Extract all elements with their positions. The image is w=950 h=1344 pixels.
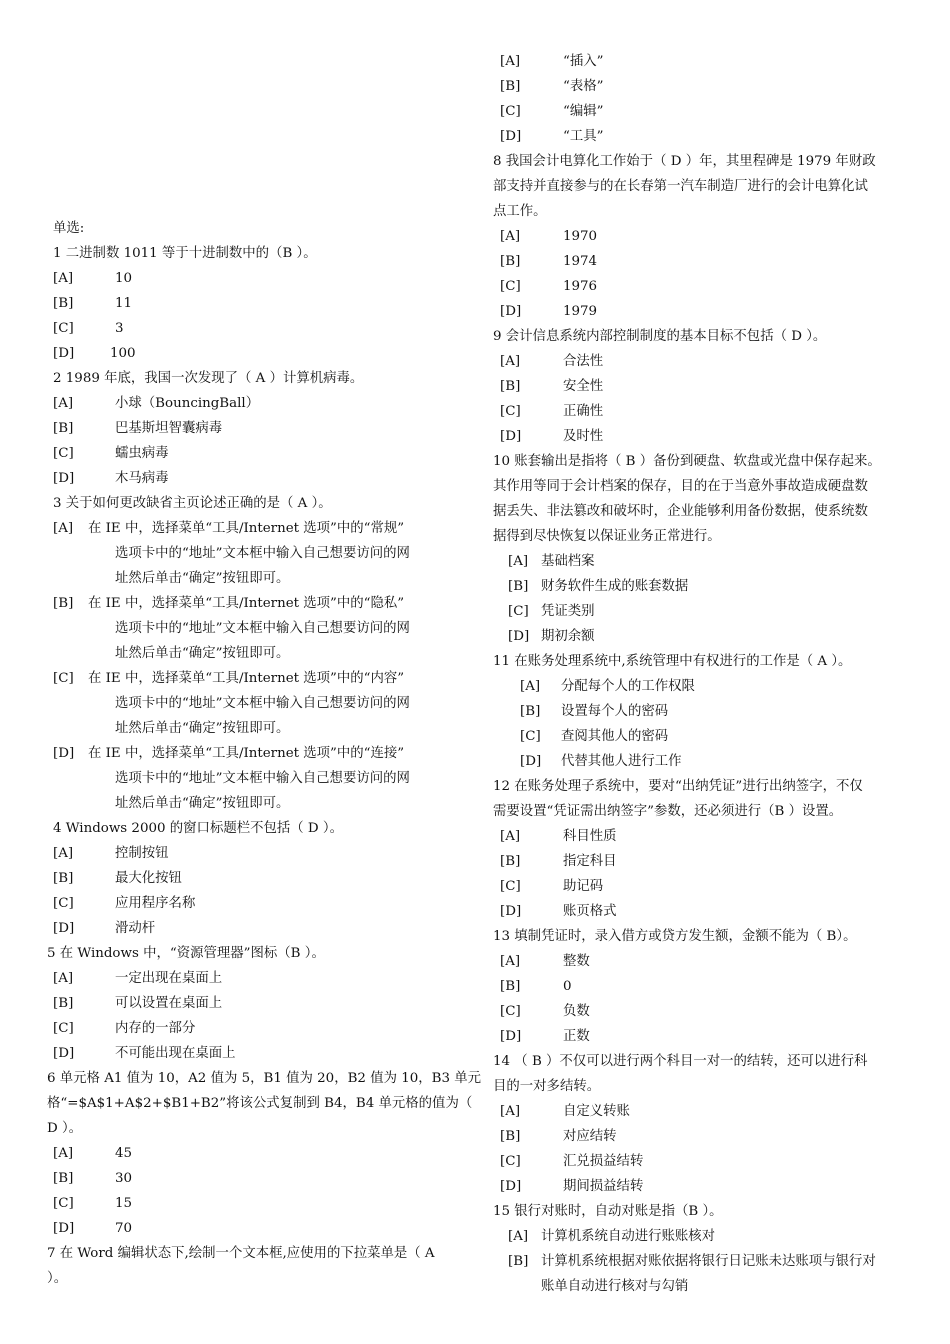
option-text: 分配每个人的工作权限	[561, 679, 695, 694]
question-text: 14 （ B ）不仅可以进行两个科目一对一的结转，还可以进行科	[493, 1054, 868, 1069]
option-label: [D]	[500, 129, 522, 144]
option-text: 设置每个人的密码	[561, 704, 669, 719]
option-label: [D]	[508, 629, 530, 644]
option-text: 不可能出现在桌面上	[115, 1046, 236, 1061]
option-text: 在 IE 中，选择菜单“工具/Internet 选项”中的“连接”	[88, 746, 405, 761]
option-label: [C]	[500, 404, 521, 419]
option-text: 助记码	[563, 879, 604, 894]
question-text: 13 填制凭证时，录入借方或贷方发生额，金额不能为（ B）。	[493, 929, 857, 944]
option-label: [C]	[500, 1004, 521, 1019]
option-label: [B]	[53, 421, 74, 436]
option-label: [A]	[53, 971, 74, 986]
option-label: [B]	[53, 1171, 74, 1186]
option-text: 巴基斯坦智囊病毒	[115, 421, 223, 436]
question-text: 7 在 Word 编辑状态下,绘制一个文本框,应使用的下拉菜单是（ A	[47, 1246, 435, 1261]
option-text: 对应结转	[563, 1129, 617, 1144]
continuation-text: 账单自动进行核对与勾销	[541, 1279, 689, 1294]
option-text: 在 IE 中，选择菜单“工具/Internet 选项”中的“常规”	[88, 521, 405, 536]
option-text: 控制按钮	[115, 846, 169, 861]
option-text: 整数	[563, 954, 590, 969]
question-text: 8 我国会计电算化工作始于（ D ）年，其里程碑是 1979 年财政	[493, 154, 876, 169]
continuation-text: 点工作。	[493, 204, 547, 219]
question-text: 6 单元格 A1 值为 10，A2 值为 5，B1 值为 20，B2 值为 10，B3 单元	[47, 1071, 482, 1086]
question-text: 1 二进制数 1011 等于十进制数中的（B ）。	[53, 246, 317, 261]
option-text: 10	[115, 271, 133, 286]
option-text: 内存的一部分	[115, 1021, 196, 1036]
option-label: [A]	[500, 54, 521, 69]
option-text: 账页格式	[563, 904, 617, 919]
option-label: [A]	[508, 554, 529, 569]
question-text: 15 银行对账时，自动对账是指（B ）。	[493, 1204, 723, 1219]
continuation-text: 其作用等同于会计档案的保存，目的在于当意外事故造成硬盘数	[493, 479, 868, 494]
option-label: [B]	[500, 79, 521, 94]
option-label: [B]	[53, 596, 74, 611]
option-text: 45	[115, 1146, 133, 1161]
question-text: 9 会计信息系统内部控制制度的基本目标不包括（ D ）。	[493, 329, 827, 344]
option-label: [D]	[500, 904, 522, 919]
option-label: [D]	[53, 1221, 75, 1236]
option-text: 基础档案	[541, 554, 595, 569]
option-label: [B]	[53, 996, 74, 1011]
option-label: [D]	[53, 921, 75, 936]
continuation-text: 址然后单击“确定”按钮即可。	[115, 571, 290, 586]
option-text: 30	[115, 1171, 133, 1186]
option-text: “表格”	[563, 79, 604, 94]
option-label: [C]	[500, 104, 521, 119]
option-label: [D]	[53, 1046, 75, 1061]
option-label: [B]	[53, 296, 74, 311]
question-text: 2 1989 年底，我国一次发现了（ A ）计算机病毒。	[53, 371, 364, 386]
option-label: [A]	[500, 829, 521, 844]
option-label: [C]	[53, 1021, 74, 1036]
option-label: [C]	[53, 1196, 74, 1211]
option-text: 指定科目	[563, 854, 617, 869]
option-label: [D]	[500, 304, 522, 319]
option-label: [C]	[53, 671, 74, 686]
option-text: “工具”	[563, 129, 604, 144]
option-label: [A]	[53, 846, 74, 861]
option-label: [D]	[520, 754, 542, 769]
option-text: “插入”	[563, 54, 604, 69]
option-label: [B]	[520, 704, 541, 719]
option-text: 合法性	[563, 354, 604, 369]
option-text: “编辑”	[563, 104, 604, 119]
option-text: 汇兑损益结转	[563, 1154, 644, 1169]
option-label: [A]	[500, 354, 521, 369]
continuation-text: 据得到尽快恢复以保证业务正常进行。	[493, 529, 721, 544]
continuation-text: 部支持并直接参与的在长春第一汽车制造厂进行的会计电算化试	[493, 179, 868, 194]
continuation-text: 格“=$A$1+A$2+$B1+B2”将该公式复制到 B4，B4 单元格的值为（	[47, 1096, 473, 1111]
option-text: 15	[115, 1196, 133, 1211]
option-text: 正确性	[563, 404, 604, 419]
continuation-text: 选项卡中的“地址”文本框中输入自己想要访问的网	[115, 546, 410, 561]
option-label: [D]	[53, 471, 75, 486]
option-text: 及时性	[563, 429, 604, 444]
option-label: [A]	[53, 1146, 74, 1161]
continuation-text: D ）。	[47, 1121, 83, 1136]
option-text: 11	[115, 296, 133, 311]
option-text: 财务软件生成的账套数据	[541, 579, 689, 594]
option-label: [B]	[500, 854, 521, 869]
question-text: 12 在账务处理子系统中，要对“出纳凭证”进行出纳签字，不仅	[493, 779, 863, 794]
option-label: [C]	[53, 896, 74, 911]
option-label: [B]	[500, 254, 521, 269]
option-text: 蠕虫病毒	[115, 446, 169, 461]
continuation-text: 需要设置“凭证需出纳签字”参数，还必须进行（B ）设置。	[493, 804, 843, 819]
option-label: [A]	[53, 396, 74, 411]
option-label: [C]	[508, 604, 529, 619]
continuation-text: 址然后单击“确定”按钮即可。	[115, 796, 290, 811]
option-text: 负数	[563, 1004, 590, 1019]
option-text: 1974	[563, 254, 598, 269]
question-text: 3 关于如何更改缺省主页论述正确的是（ A ）。	[53, 496, 332, 511]
section-heading: 单选:	[53, 221, 85, 236]
option-text: 100	[110, 346, 136, 361]
option-label: [C]	[500, 1154, 521, 1169]
question-text: 5 在 Windows 中，“资源管理器”图标（B ）。	[47, 946, 325, 961]
option-text: 1979	[563, 304, 598, 319]
option-label: [C]	[500, 279, 521, 294]
option-text: 应用程序名称	[115, 896, 196, 911]
continuation-text: 据丢失、非法篡改和破坏时，企业能够利用备份数据，使系统数	[493, 504, 868, 519]
option-text: 木马病毒	[115, 471, 169, 486]
option-label: [C]	[520, 729, 541, 744]
option-text: 最大化按钮	[115, 871, 182, 886]
option-text: 0	[563, 979, 572, 994]
option-text: 1970	[563, 229, 598, 244]
option-label: [B]	[508, 1254, 529, 1269]
continuation-text: ）。	[47, 1271, 68, 1286]
option-label: [D]	[500, 1029, 522, 1044]
option-label: [B]	[508, 579, 529, 594]
option-text: 期初余额	[541, 629, 595, 644]
option-label: [D]	[500, 1179, 522, 1194]
option-text: 代替其他人进行工作	[561, 754, 682, 769]
option-label: [A]	[53, 521, 74, 536]
option-label: [B]	[500, 379, 521, 394]
option-label: [B]	[500, 1129, 521, 1144]
option-label: [D]	[500, 429, 522, 444]
option-text: 期间损益结转	[563, 1179, 644, 1194]
continuation-text: 选项卡中的“地址”文本框中输入自己想要访问的网	[115, 771, 410, 786]
option-text: 滑动杆	[115, 921, 156, 936]
option-label: [A]	[508, 1229, 529, 1244]
continuation-text: 选项卡中的“地址”文本框中输入自己想要访问的网	[115, 621, 410, 636]
option-text: 在 IE 中，选择菜单“工具/Internet 选项”中的“隐私”	[88, 596, 405, 611]
option-text: 安全性	[563, 379, 604, 394]
option-label: [D]	[53, 346, 75, 361]
option-label: [A]	[500, 954, 521, 969]
option-text: 在 IE 中，选择菜单“工具/Internet 选项”中的“内容”	[88, 671, 405, 686]
option-label: [A]	[500, 229, 521, 244]
option-text: 科目性质	[563, 829, 617, 844]
option-text: 查阅其他人的密码	[561, 729, 669, 744]
option-text: 计算机系统根据对账依据将银行日记账未达账项与银行对	[541, 1254, 876, 1269]
option-label: [C]	[53, 321, 74, 336]
option-label: [A]	[520, 679, 541, 694]
option-text: 小球（BouncingBall）	[115, 396, 260, 411]
option-text: 1976	[563, 279, 598, 294]
option-text: 自定义转账	[563, 1104, 630, 1119]
option-label: [A]	[53, 271, 74, 286]
continuation-text: 选项卡中的“地址”文本框中输入自己想要访问的网	[115, 696, 410, 711]
option-text: 计算机系统自动进行账账核对	[541, 1229, 716, 1244]
option-label: [D]	[53, 746, 75, 761]
option-text: 正数	[563, 1029, 590, 1044]
option-text: 一定出现在桌面上	[115, 971, 223, 986]
option-text: 可以设置在桌面上	[115, 996, 223, 1011]
option-label: [B]	[53, 871, 74, 886]
continuation-text: 目的一对多结转。	[493, 1079, 601, 1094]
option-text: 凭证类别	[541, 604, 595, 619]
option-label: [C]	[53, 446, 74, 461]
option-text: 70	[115, 1221, 133, 1236]
continuation-text: 址然后单击“确定”按钮即可。	[115, 721, 290, 736]
question-text: 10 账套输出是指将（ B ）备份到硬盘、软盘或光盘中保存起来。	[493, 454, 881, 469]
question-text: 11 在账务处理系统中,系统管理中有权进行的工作是（ A ）。	[493, 654, 852, 669]
question-text: 4 Windows 2000 的窗口标题栏不包括（ D ）。	[53, 821, 344, 836]
continuation-text: 址然后单击“确定”按钮即可。	[115, 646, 290, 661]
option-text: 3	[115, 321, 124, 336]
option-label: [B]	[500, 979, 521, 994]
option-label: [A]	[500, 1104, 521, 1119]
option-label: [C]	[500, 879, 521, 894]
